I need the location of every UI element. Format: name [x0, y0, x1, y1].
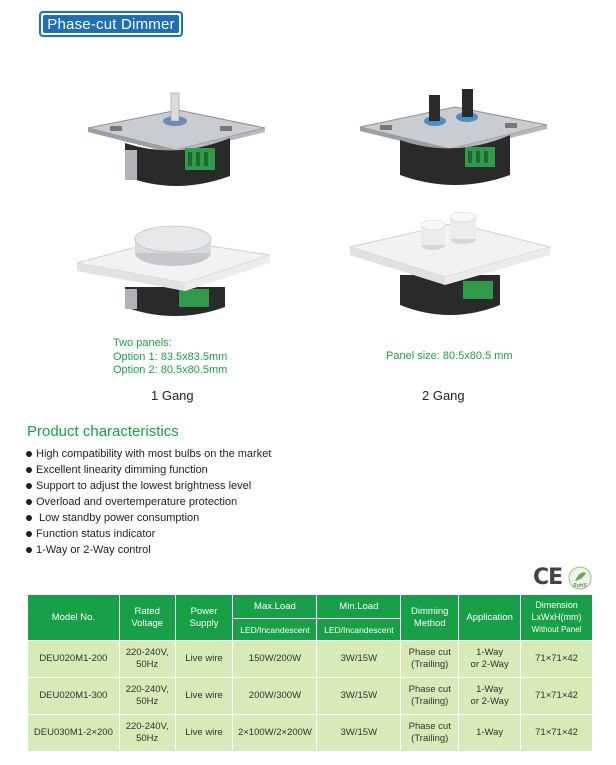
one-gang-label: 1 Gang	[151, 388, 194, 403]
cell-dimming: Phase cut (Trailing)	[401, 641, 459, 678]
cell-voltage: 220-240V, 50Hz	[119, 641, 175, 678]
cell-max-load: 200W/300W	[233, 678, 317, 715]
col-header-rated-voltage: Rated Voltage	[119, 595, 175, 641]
list-item	[26, 542, 271, 558]
col-header-max-load: Max.Load	[233, 595, 317, 619]
cell-max-load: 2×100W/2×200W	[233, 715, 317, 752]
cell-dimension: 71×71×42	[521, 715, 593, 752]
col-subheader-min-load: LED/Incandescent	[317, 619, 401, 641]
list-item-text: Low standby power consumption	[36, 512, 200, 524]
list-item	[26, 510, 271, 526]
bullet-icon	[26, 499, 32, 505]
bullet-icon	[26, 531, 32, 537]
cell-model: DEU020M1-300	[28, 678, 120, 715]
cell-min-load: 3W/15W	[317, 641, 401, 678]
two-gang-label: 2 Gang	[422, 388, 465, 403]
col-header-min-load: Min.Load	[317, 595, 401, 619]
list-item-text: 1-Way or 2-Way control	[36, 544, 151, 556]
ce-mark: CE	[533, 565, 563, 590]
col-header-dimming-method: Dimming Method	[401, 595, 459, 641]
table-row	[28, 678, 593, 715]
one-gang-panel-note	[113, 337, 227, 378]
page-title-badge	[39, 11, 183, 37]
list-item	[26, 494, 271, 510]
two-gang-module-image	[355, 85, 555, 195]
cell-max-load: 150W/200W	[233, 641, 317, 678]
cell-voltage: 220-240V, 50Hz	[119, 678, 175, 715]
cell-supply: Live wire	[175, 715, 233, 752]
list-item-text: High compatibility with most bulbs on the market	[36, 448, 272, 460]
cell-application: 1-Way or 2-Way	[459, 678, 521, 715]
table-row	[28, 715, 593, 752]
table-header-row	[28, 595, 593, 619]
cell-supply: Live wire	[175, 641, 233, 678]
two-gang-panel-note	[386, 350, 513, 364]
list-item	[26, 462, 271, 478]
one-gang-panel-image	[75, 215, 275, 325]
cell-application: 1-Way or 2-Way	[459, 641, 521, 678]
certification-marks	[533, 565, 592, 590]
col-subheader-max-load: LED/Incandescent	[233, 619, 317, 641]
cell-dimming: Phase cut (Trailing)	[401, 715, 459, 752]
cell-model: DEU020M1-200	[28, 641, 120, 678]
note-line: Option 1: 83.5x83.5mm	[113, 350, 228, 363]
list-item	[26, 526, 271, 542]
bullet-icon	[26, 483, 32, 489]
cell-dimension: 71×71×42	[521, 641, 593, 678]
spec-table	[27, 594, 593, 752]
col-header-dimension: Dimension LxWxH(mm) Without Panel	[521, 595, 593, 641]
list-item-text: Overload and overtemperature protection	[36, 496, 238, 508]
page-title: Phase-cut Dimmer	[43, 15, 179, 33]
cell-application: 1-Way	[459, 715, 521, 752]
table-row	[28, 641, 593, 678]
characteristics-title: Product characteristics	[27, 423, 179, 440]
col-header-model: Model No.	[28, 595, 120, 641]
two-gang-panel-image	[345, 205, 555, 325]
list-item-text: Excellent linearity dimming function	[36, 464, 208, 476]
bullet-icon	[26, 547, 32, 553]
cell-dimming: Phase cut (Trailing)	[401, 678, 459, 715]
cell-supply: Live wire	[175, 678, 233, 715]
characteristics-list	[26, 446, 271, 558]
bullet-icon	[26, 467, 32, 473]
rohs-icon	[568, 566, 592, 590]
note-line: Two panels:	[113, 337, 172, 349]
cell-dimension: 71×71×42	[521, 678, 593, 715]
svg-text:RoHS: RoHS	[573, 582, 587, 589]
col-header-application: Application	[459, 595, 521, 641]
cell-voltage: 220-240V, 50Hz	[119, 715, 175, 752]
list-item	[26, 446, 271, 462]
cell-model: DEU030M1-2×200	[28, 715, 120, 752]
note-line: Panel size: 80.5x80.5 mm	[386, 350, 513, 362]
bullet-icon	[26, 515, 32, 521]
col-header-power-supply: Power Supply	[175, 595, 233, 641]
note-line: Option 2: 80.5x80.5mm	[113, 364, 228, 376]
list-item-text: Function status indicator	[36, 528, 156, 540]
list-item	[26, 478, 271, 494]
list-item-text: Support to adjust the lowest brightness level	[36, 480, 252, 492]
bullet-icon	[26, 451, 32, 457]
cell-min-load: 3W/15W	[317, 715, 401, 752]
one-gang-module-image	[80, 88, 270, 198]
cell-min-load: 3W/15W	[317, 678, 401, 715]
